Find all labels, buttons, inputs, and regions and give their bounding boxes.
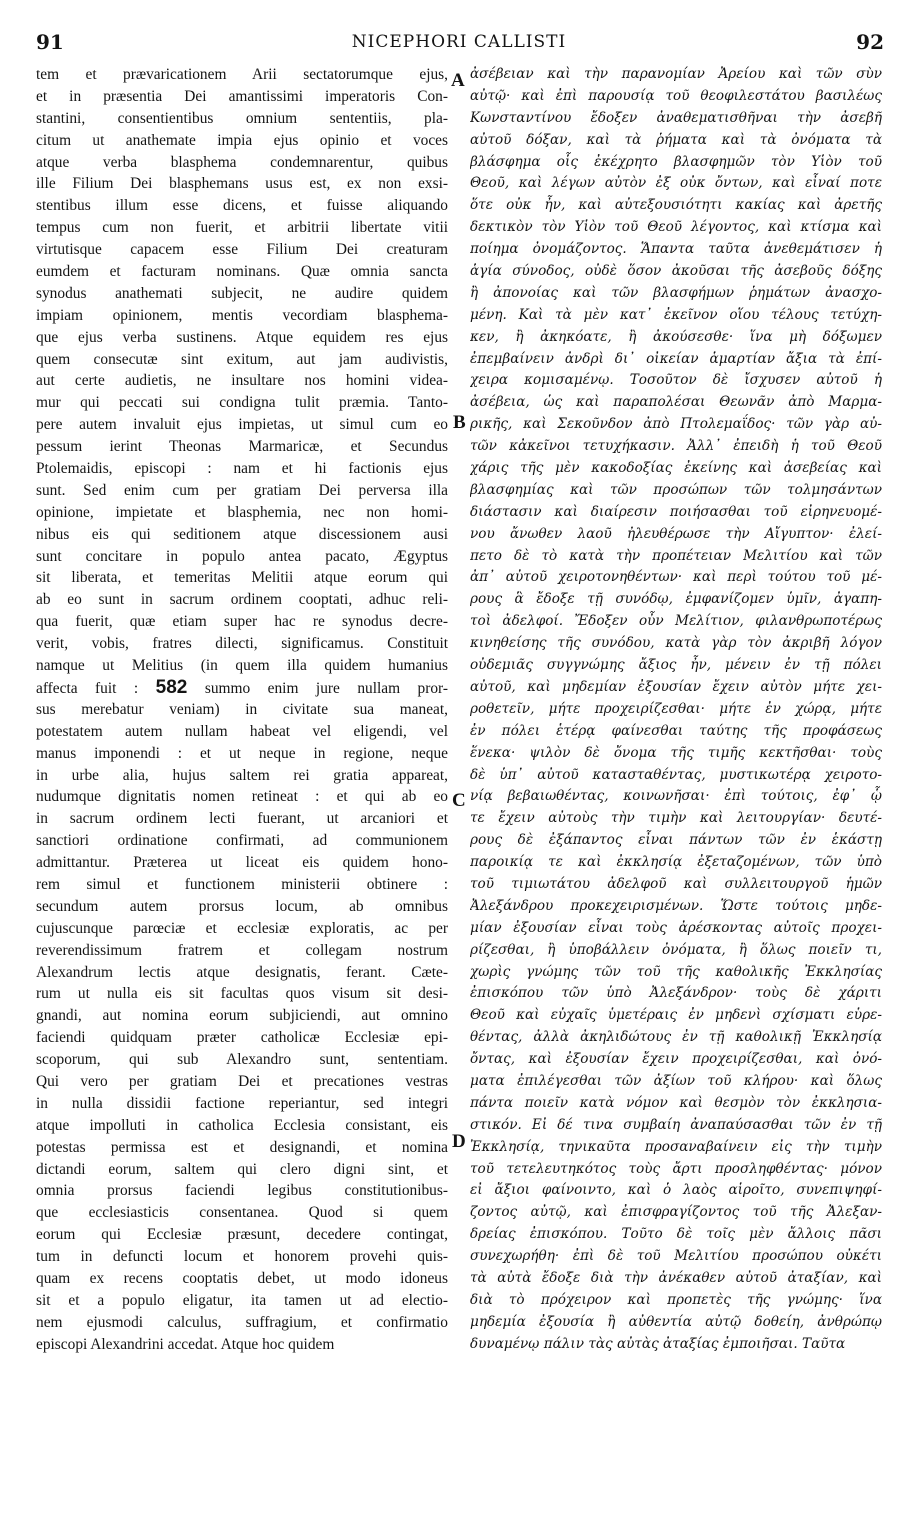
text-line: verit, vobis, fratres dilecti, significamus. Constituit (36, 635, 448, 653)
text-line: tum in defuncti locum et honorem provehi quis- (36, 1248, 448, 1266)
text-line: pessum ierint Theonas Marmaricæ, et Secundus (36, 438, 448, 456)
text-line: reverendissimum fratrem et collegam nostrum (36, 941, 448, 959)
text-line: ἐπεμβαίνειν ἀνδρὶ δι᾿ οἰκείαν ἁμαρτίαν ἄξια τὰ ἐπί- (470, 350, 882, 367)
text-line: sit liberata, et temeritas Melitii atque eorum qui (36, 569, 448, 587)
text-line: Ptolemaidis, episcopi : nam et hi factionis ejus (36, 460, 448, 478)
text-line: στικόν. Εἰ δέ τινα συμβαίη ἀναπαύσασθαι τῶν ἐν τῇ (470, 1116, 882, 1133)
page-number-right: 92 (856, 30, 884, 54)
text-line: quem consecutæ sint exitum, aut jam audivistis, (36, 350, 448, 368)
text-line: διὰ τὸ πρόχειρον καὶ προπετὲς τῆς γνώμης· ἵνα (470, 1291, 882, 1308)
text-line: ὅτε οὐκ ἦν, καὶ αὐτεξουσιότητι κακίας καὶ ἀρετῆς (470, 197, 882, 214)
margin-marker-b: B (453, 412, 466, 433)
text-line: οὐδεμιᾶς συγγνώμης ἄξιος ἦν, μένειν ἐν τῇ πόλει (470, 657, 882, 674)
text-line: ille Filium Dei blasphemans usus est, ex non exsi- (36, 175, 448, 193)
text-line: δυναμένῳ πάλιν τὰς αὐτὰς ἀταξίας ἐμποιῆσαι. Ταῦτα (470, 1335, 846, 1352)
text-line: omnia prorsus faciendi legibus constitutionibus- (36, 1182, 448, 1200)
text-line: stantini, consentientibus omnium sententiis, pla- (36, 109, 448, 127)
text-line: δρείας ἐπισκόπου. Τοῦτο δὲ τοῖς μὲν ἄλλοις πᾶσι (470, 1226, 882, 1243)
text-line: pere autem invaluit ejus impietas, ut simul cum eo (36, 416, 448, 434)
text-line: ποίημα ὀνομάζοντος. Ἅπαντα ταῦτα ἀνεθεμάτισεν ἡ (470, 241, 882, 258)
text-line: Alexandrum lectis atque designatis, ferant. Cæte- (36, 963, 448, 981)
text-line: tem et prævaricationem Arii sectatorumque ejus, (36, 66, 448, 83)
text-line: χάρις τῆς μὲν κακοδοξίας ἐκείνης καὶ ἀσεβείας καὶ (470, 460, 882, 477)
text-line: Θεοῦ καὶ εὐχαῖς ὑμετέραις ἐν μηδενὶ σχίσματι εὑρε- (470, 1007, 882, 1024)
text-line: χειρα κομισαμένῳ. Τοσοῦτον δὲ ἴσχυσεν αὐτοῦ ἡ (470, 372, 882, 389)
latin-column (36, 64, 448, 1356)
text-line: nudumque dignitatis nomen retineat : et qui ab eo (36, 788, 448, 806)
text-line: τῶν κἀκεῖνοι τετυχήκασιν. Ἀλλ᾿ ἐπειδὴ ἡ τοῦ Θεοῦ (470, 438, 882, 455)
text-line: ἢ ἀπονοίας καὶ τῶν βλασφήμων ῥημάτων ἀνασχο- (470, 284, 882, 301)
text-line: rem simul et functionem ministerii obtinere : (36, 875, 448, 893)
text-line: citum ut anathemate impia ejus opinio et voces (36, 131, 448, 149)
text-line: impiam opinionem, mentis vecordiam blasphema- (36, 306, 448, 324)
text-line: potestas permissa est et designandi, et nomina (36, 1138, 448, 1156)
text-line: sit et a populo eligatur, ita tamen ut ad electio- (36, 1291, 448, 1309)
text-line: συνεχωρήθη· ἐπὶ δὲ τοῦ Μελιτίου προσώπου οὐκέτι (470, 1248, 882, 1265)
text-line: eumdem et facturam nominans. Quæ omnia sancta (36, 263, 448, 281)
page-number-left: 91 (36, 30, 64, 54)
text-line: admittantur. Præterea ut liceat eis quidem hono- (36, 854, 448, 872)
text-line: εἰ ἄξιοι φαίνοιντο, καὶ ὁ λαὸς αἱροῖτο, συνεπιψηφί- (470, 1182, 882, 1199)
text-line: qua fuerit, quæ etiam super hac re synodus decre- (36, 613, 448, 631)
text-line: τε ἔχειν αὐτοὺς τὴν τιμὴν καὶ λειτουργίαν· δευτέ- (470, 810, 882, 827)
text-line: θέντας, ἀλλὰ ἀκηλιδώτους ἐν τῇ καθολικῇ Ἐκκλησίᾳ (470, 1029, 882, 1046)
text-line: in nulla dissidii factione reperiantur, sed integri (36, 1094, 448, 1112)
text-line: ἕνεκα· ψιλὸν δὲ ὄνομα τῆς τιμῆς κεκτῆσθαι· τοὺς (470, 744, 882, 761)
text-line: Κωνσταντίνου ἔδοξεν ἀναθεματισθῆναι τὴν ἀσεβῆ (470, 109, 882, 126)
text-line: gnandi, aut nomina eorum subjiciendi, aut omnino (36, 1007, 448, 1025)
text-line: βλασφημίας καὶ τῶν προσώπων τῶν τολμησάντων (470, 481, 882, 498)
text-line: τοῦ τετελευτηκότος τοὺς ἄρτι προσληφθέντας· μόνον (470, 1160, 882, 1177)
running-header (32, 30, 886, 56)
text-line: affecta fuit : 582 summo enim jure nullam pror- (36, 676, 448, 698)
text-line: mur qui peccati sui condigna tulit præmia. Tanto- (36, 394, 448, 412)
text-line: sus merebatur veniam) in civitate sua maneat, (36, 700, 448, 718)
text-line: potestatem autem nullam habeat vel eligendi, vel (36, 722, 448, 740)
text-line: que ejus verba sustinens. Atque equidem res ejus (36, 328, 448, 346)
text-line: opinione, impietate et blasphemia, nec non homi- (36, 503, 448, 521)
text-line: namque ut Melitius (in quem illa quidem humanius (36, 657, 448, 675)
text-line: νίᾳ βεβαιωθέντας, κοινωνῆσαι· ἐπὶ τούτοις, ἐφ᾿ ᾧ (470, 788, 882, 805)
text-line: παροικίᾳ τε καὶ ἐκκλησίᾳ ἐξεταζομένων, τῶν ὑπὸ (470, 854, 882, 871)
text-line: αὐτοῦ δόξαν, καὶ τὰ ῥήματα καὶ τὰ ὀνόματα τὰ (470, 131, 882, 148)
text-line: eorum qui Ecclesiæ præsunt, decedere contingat, (36, 1226, 448, 1244)
text-line: ζοντος αὐτῷ, καὶ ἐπισφραγίζοντος τοῦ τῆς Ἀλεξαν- (470, 1204, 882, 1221)
text-line: sunt. Sed enim cum per gratiam Dei perversa illa (36, 481, 448, 499)
text-line: in urbe alia, hujus saltem rei gratia appareat, (36, 766, 448, 784)
text-line: rum ut nulla eis sit facultas quos visum sit desi- (36, 985, 448, 1003)
text-line: sunt concitare in populo antea pacato, Ægyptus (36, 547, 448, 565)
margin-marker-d: D (452, 1131, 466, 1152)
text-line: πάντα ποιεῖν κατὰ νόμον καὶ θεσμὸν τὸν ἐκκλησια- (470, 1094, 882, 1111)
text-line: ἁγία σύνοδος, οὐδὲ ὅσον ἀκοῦσαι τῆς ἀσεβοῦς δόξης (470, 263, 882, 280)
text-line: sanctiori ordinatione confirmati, ad communionem (36, 832, 448, 850)
running-title: NICEPHORI CALLISTI (351, 32, 567, 52)
text-line: scoporum, qui sub Alexandro sunt, sententiam. (36, 1051, 448, 1069)
text-line: episcopi Alexandrini accedat. Atque hoc quidem (36, 1335, 335, 1353)
text-line: χωρὶς γνώμης τῶν τοῦ τῆς καθολικῆς Ἐκκλησίας (470, 963, 882, 980)
text-line: ἀπ᾿ αὐτοῦ χειροτονηθέντων· καὶ περὶ τούτου τοῦ μέ- (470, 569, 882, 586)
text-line: δεκτικὸν τὸν Υἱὸν τοῦ Θεοῦ λέγοντος, καὶ κτίσμα καὶ (470, 219, 882, 236)
text-line: διάστασιν καὶ διαίρεσιν ποιήσασθαι τοῦ εἰρηνευομέ- (470, 503, 882, 520)
text-line: δὲ ὑπ᾿ αὐτοῦ κατασταθέντας, μυστικωτέρᾳ χειροτο- (470, 766, 882, 783)
text-line: ροθετεῖν, μήτε προχειρίζεσθαι· μήτε ἐν χώρᾳ, μήτε (470, 700, 882, 717)
text-line: Ἀλεξάνδρου προκεχειρισμένων. Ὥστε τούτοις μηδε- (470, 897, 882, 914)
text-line: ἀσέβεια, ὡς καὶ παραπολέσαι Θεωνᾶν ἀπὸ Μαρμα- (470, 394, 882, 411)
greek-column (470, 64, 882, 1356)
text-line: secundum autem prorsus locum, ab omnibus (36, 897, 448, 915)
text-line: βλάσφημα οἷς ἐκέχρητο βλασφημῶν τὸν Υἱὸν τοῦ (470, 153, 882, 170)
text-line: τοὶ ἀδελφοί. Ἔδοξεν οὖν Μελίτιον, φιλανθρωποτέρως (470, 613, 882, 630)
text-line: et in præsentia Dei amantissimi imperatoris Con- (36, 87, 448, 105)
text-line: atque impolluti in catholica Ecclesia consistant, eis (36, 1116, 448, 1134)
text-line: virtutisque capacem esse Filium Dei creaturam (36, 241, 448, 259)
text-line: ρίζεσθαι, ἢ ὑποβάλλειν ὀνόματα, ἢ ὅλως ποιεῖν τι, (470, 941, 882, 958)
inline-column-number: 582 (155, 676, 188, 698)
text-line: Θεοῦ, καὶ λέγων αὐτὸν ἐξ οὐκ ὄντων, καὶ εἶναί ποτε (470, 175, 882, 192)
text-line: ἐπισκόπου τῶν ὑπὸ Ἀλεξάνδρον· τοὺς δὲ χάριτι (470, 985, 882, 1002)
text-line: αὐτῷ· καὶ ἐπὶ παρουσίᾳ τοῦ θεοφιλεστάτου βασιλέως (470, 87, 882, 104)
text-line: ὄντας, καὶ ἐξουσίαν ἔχειν προχειρίζεσθαι, καὶ ὀνό- (470, 1051, 882, 1068)
text-line: ρους δὲ ἐξάπαντος εἶναι πάντων τῶν ἐν ἑκάστῃ (470, 832, 882, 849)
text-line: in sacrum ordinem lecti fuerant, ut arcaniori et (36, 810, 448, 828)
text-line: atque verba blasphema condemnarentur, quibus (36, 153, 448, 171)
text-line: τὰ αὐτὰ ἔδοξε διὰ τὴν ἀνέκαθεν αὐτοῦ ἀταξίαν, καὶ (470, 1269, 882, 1286)
text-line: ἀσέβειαν καὶ τὴν παρανομίαν Ἀρείου καὶ τῶν σὺν (470, 66, 882, 82)
margin-marker-a: A (451, 70, 465, 91)
text-line: ρους ἃ ἔδοξε τῇ συνόδῳ, ἐμφανίζομεν ὑμῖν, ἀγαπη- (470, 591, 882, 608)
text-line: ab eo sunt in sacrum ordinem cooptati, adhuc reli- (36, 591, 448, 609)
text-line: tempus cum non fuerit, et arbitrii libertate vitii (36, 219, 448, 237)
margin-marker-c: C (452, 790, 466, 811)
text-line: τοῦ τιμιωτάτου ἀδελφοῦ καὶ συλλειτουργοῦ ἡμῶν (470, 875, 882, 892)
text-line: πετο δὲ τὸ κατὰ τὴν προπέτειαν Μελιτίου καὶ τῶν (470, 547, 882, 564)
text-line: ματα ἐπιλέγεσθαι τῶν ἀξίων τοῦ κλήρου· καὶ ὅλως (470, 1072, 882, 1089)
text-line: cujuscunque parœciæ et ecclesiæ exploratis, ac per (36, 919, 448, 937)
text-line: Qui vero per gratiam Dei et precationes vestras (36, 1072, 448, 1090)
text-line: dictandi eorum, saltem qui clero digni sint, et (36, 1160, 448, 1178)
text-line: ἐν πόλει ἑτέρᾳ φαίνεσθαι ταύτης τῆς προφάσεως (470, 722, 882, 739)
text-line: stentibus illum esse dicens, et fuisse aliquando (36, 197, 448, 215)
text-line: Ἐκκλησίᾳ, τηνικαῦτα προσαναβαίνειν εἰς τὴν τιμὴν (470, 1138, 882, 1155)
text-line: μίαν ἐξουσίαν εἶναι τοὺς ἀρέσκοντας αὐτοῖς προχει- (470, 919, 882, 936)
text-line: νου ἄνωθεν λαοῦ ἠλευθέρωσε τὴν Αἴγυπτον· ἐλεί- (470, 525, 882, 542)
text-line: quam ex recens cooptatis debet, ut modo idoneus (36, 1269, 448, 1287)
text-line: manus imponendi : et ut neque in regione, neque (36, 744, 448, 762)
text-line: ρικῆς, καὶ Σεκοῦνδον ἀπὸ Πτολεμαΐδος· τῶν γὰρ αὐ- (470, 416, 882, 433)
text-line: faciendi quidquam præter catholicæ Ecclesiæ epi- (36, 1029, 448, 1047)
text-line: aut certe audietis, ne insultare nos homini videa- (36, 372, 448, 390)
text-line: αὐτοῦ, καὶ μηδεμίαν ἐξουσίαν ἔχειν αὐτὸν μήτε χει- (470, 678, 882, 695)
text-line: nem ejusmodi calculus, suffragium, et confirmatio (36, 1313, 448, 1331)
text-line: κεν, ἢ ἀκηκόατε, ἢ ἀκούσεσθε· ἵνα μὴ δόξωμεν (470, 328, 882, 345)
text-line: κινηθείσης τῆς συνόδου, κατὰ γὰρ τὸν ἀκριβῆ λόγον (470, 635, 882, 652)
text-line: μένη. Καὶ τὰ μὲν κατ᾿ ἐκεῖνον οἵου τέλους τετύχη- (470, 306, 882, 323)
text-line: nibus eis qui seditionem atque discessionem ausi (36, 525, 448, 543)
text-line: synodus anathemati subjecit, ne audire quidem (36, 284, 448, 302)
text-line: que ecclesiasticis consentanea. Quod si quem (36, 1204, 448, 1222)
text-line: μηδεμία ἐξουσία ἢ αὐθεντία αὐτῷ δοθείη, ἀνθρώπῳ (470, 1313, 882, 1330)
